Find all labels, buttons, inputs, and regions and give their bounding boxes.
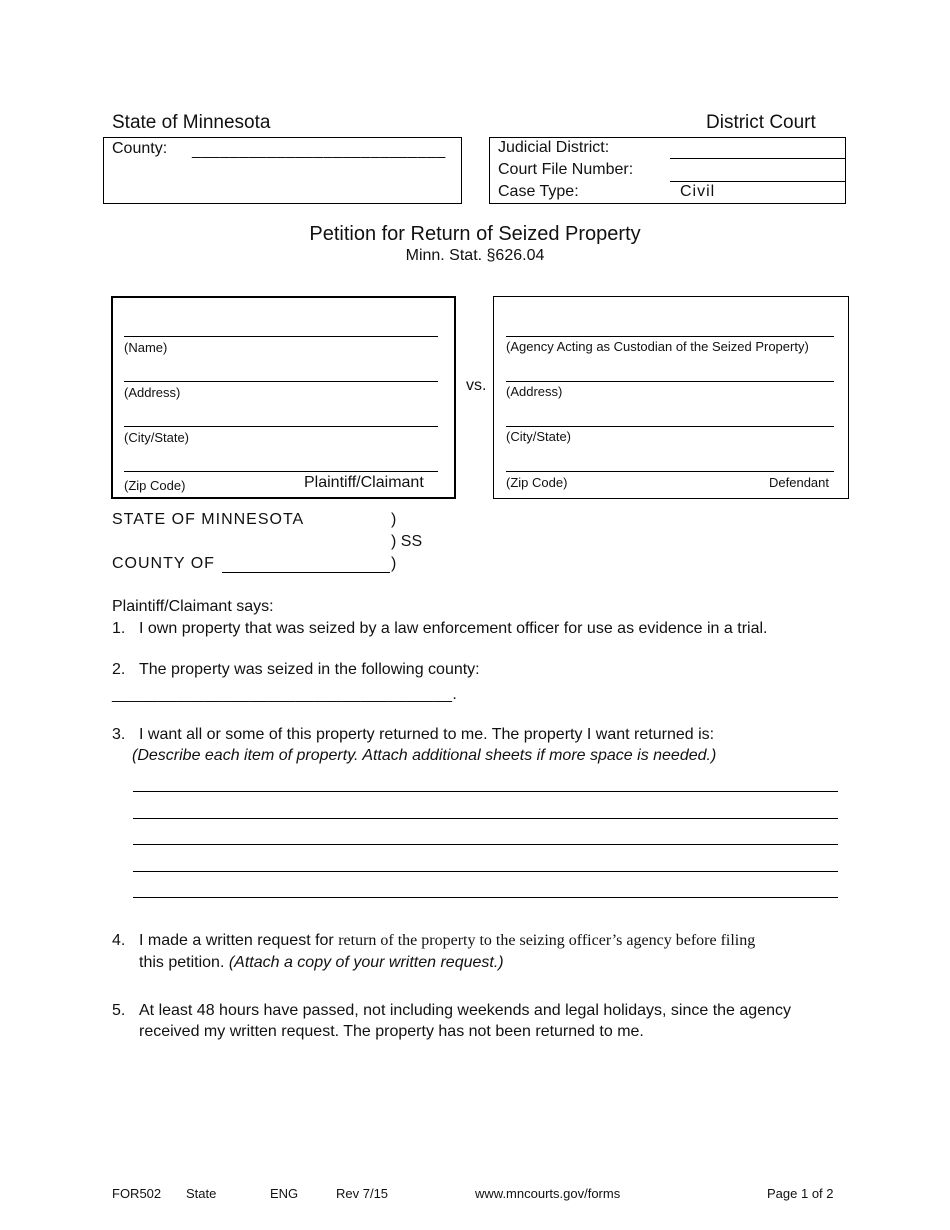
item-5-number: 5. <box>112 1002 126 1019</box>
property-line-2[interactable] <box>133 818 838 819</box>
item-5-line-1: At least 48 hours have passed, not including weekends and legal holidays, since the agency <box>139 1002 791 1019</box>
venue-paren-1: ) <box>391 511 397 528</box>
venue-paren-3: ) <box>391 555 397 572</box>
case-type-value: Civil <box>680 183 716 200</box>
plaintiff-name-label: (Name) <box>124 340 168 355</box>
item-4-note: (Attach a copy of your written request.) <box>228 954 504 971</box>
county-label: County: <box>112 140 168 157</box>
venue-county-field[interactable] <box>222 572 390 573</box>
venue-state: STATE OF MINNESOTA <box>112 511 305 528</box>
city-state-line[interactable] <box>124 426 438 427</box>
body-intro: Plaintiff/Claimant says: <box>112 598 274 615</box>
venue-county: COUNTY OF <box>112 555 215 572</box>
county-box <box>103 137 462 204</box>
item-5-line-2: received my written request. The property has not been returned to me. <box>139 1023 644 1040</box>
defendant-role-label: Defendant <box>769 475 829 490</box>
case-info-box <box>489 137 846 204</box>
footer-url[interactable]: www.mncourts.gov/forms <box>475 1186 621 1201</box>
footer-language: ENG <box>270 1186 299 1201</box>
plaintiff-zip-label: (Zip Code) <box>124 478 186 493</box>
defendant-agency-label: (Agency Acting as Custodian of the Seized Property) <box>506 339 809 354</box>
name-line[interactable] <box>124 336 438 337</box>
zip-line[interactable] <box>506 471 834 472</box>
agency-line[interactable] <box>506 336 834 337</box>
defendant-zip-label: (Zip Code) <box>506 475 568 490</box>
property-line-3[interactable] <box>133 844 838 845</box>
footer-revision: Rev 7/15 <box>336 1186 389 1201</box>
item-4-line-2 <box>139 954 504 972</box>
judicial-district-label: Judicial District: <box>498 139 610 156</box>
city-state-line[interactable] <box>506 426 834 427</box>
item-2-number: 2. <box>112 661 126 678</box>
property-line-1[interactable] <box>133 791 838 792</box>
item-1-text: I own property that was seized by a law enforcement officer for use as evidence in a trial. <box>139 620 768 637</box>
plaintiff-city-state-label: (City/State) <box>124 430 190 445</box>
defendant-box <box>493 296 849 499</box>
state-heading: State of Minnesota <box>112 112 271 133</box>
defendant-address-label: (Address) <box>506 384 563 399</box>
document-title: Petition for Return of Seized Property <box>309 223 641 245</box>
court-file-number-field[interactable] <box>670 181 846 182</box>
plaintiff-address-label: (Address) <box>124 385 181 400</box>
footer-form-number: FOR502 <box>112 1186 162 1201</box>
item-4-line-1 <box>139 932 755 950</box>
item-3-text: I want all or some of this property returned to me. The property I want returned is: <box>139 726 715 743</box>
property-line-4[interactable] <box>133 871 838 872</box>
case-type-label: Case Type: <box>498 183 579 200</box>
footer-page-number: Page 1 of 2 <box>767 1186 834 1201</box>
venue-ss: ) SS <box>391 533 423 550</box>
item-2-county-field[interactable]: _____________________________________. <box>112 686 458 703</box>
item-4-text-a: I made a written request for <box>139 932 339 949</box>
address-line[interactable] <box>506 381 834 382</box>
item-3-number: 3. <box>112 726 126 743</box>
plaintiff-box <box>111 296 456 499</box>
court-heading: District Court <box>706 112 816 133</box>
footer-state: State <box>186 1186 217 1201</box>
statute-reference: Minn. Stat. §626.04 <box>405 247 545 264</box>
plaintiff-role-label: Plaintiff/Claimant <box>304 474 424 491</box>
item-2-text: The property was seized in the following county: <box>139 661 480 678</box>
zip-line[interactable] <box>124 471 438 472</box>
judicial-district-field[interactable] <box>670 158 846 159</box>
item-4-number: 4. <box>112 932 126 949</box>
item-4-text-c: this petition. <box>139 954 229 971</box>
property-line-5[interactable] <box>133 897 838 898</box>
defendant-city-state-label: (City/State) <box>506 429 572 444</box>
item-4-text-b: return of the property to the seizing officer’s agency before filing <box>338 932 756 949</box>
court-file-number-label: Court File Number: <box>498 161 634 178</box>
item-3-note: (Describe each item of property. Attach additional sheets if more space is needed.) <box>132 747 717 764</box>
versus-label: vs. <box>466 377 487 394</box>
county-field[interactable]: ___________________________ <box>192 142 446 159</box>
address-line[interactable] <box>124 381 438 382</box>
item-1-number: 1. <box>112 620 126 637</box>
